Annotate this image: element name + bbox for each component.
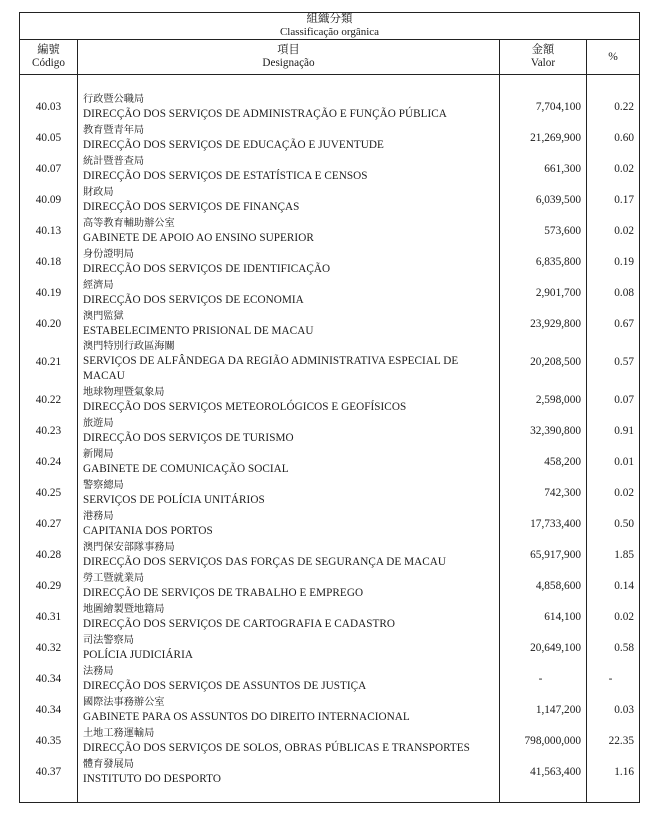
value-cell: 17,733,400 xyxy=(500,508,587,539)
percent-cell: 1.85 xyxy=(587,539,640,570)
table-row xyxy=(20,694,640,725)
designation-chinese: 高等教育輔助辦公室 xyxy=(83,217,175,229)
percent-cell: 0.58 xyxy=(587,632,640,663)
percent-column-header: % xyxy=(587,40,640,75)
designation-portuguese: DIRECÇÃO DOS SERVIÇOS DE CARTOGRAFIA E CADASTRO xyxy=(83,617,395,630)
code-cell: 40.21 xyxy=(20,339,78,384)
table-row xyxy=(20,215,640,246)
value-cell: - xyxy=(500,663,587,694)
designation-chinese: 澳門特別行政區海關 xyxy=(83,341,175,352)
code-cell: 40.28 xyxy=(20,539,78,570)
designation-chinese: 澳門保安部隊事務局 xyxy=(83,541,175,553)
table-row xyxy=(20,477,640,508)
designation-cell xyxy=(78,663,500,694)
designation-portuguese: DIRECÇÃO DOS SERVIÇOS DE EDUCAÇÃO E JUVENTUDE xyxy=(83,138,384,151)
code-cell: 40.34 xyxy=(20,694,78,725)
designation-chinese: 財政局 xyxy=(83,186,114,198)
designation-cell xyxy=(78,508,500,539)
designation-chinese: 旅遊局 xyxy=(83,417,114,429)
designation-cell xyxy=(78,384,500,415)
value-cell: 7,704,100 xyxy=(500,91,587,122)
table-row xyxy=(20,91,640,122)
table-row xyxy=(20,508,640,539)
designation-cell xyxy=(78,446,500,477)
designation-cell xyxy=(78,694,500,725)
value-cell: 614,100 xyxy=(500,601,587,632)
percent-cell: 0.17 xyxy=(587,184,640,215)
designation-chinese: 澳門監獄 xyxy=(83,310,124,322)
designation-portuguese: DIRECÇÃO DE SERVIÇOS DE TRABALHO E EMPREGO xyxy=(83,586,364,599)
table-row xyxy=(20,539,640,570)
code-cell: 40.31 xyxy=(20,601,78,632)
value-header-chinese: 金額 xyxy=(531,44,555,56)
percent-cell: 0.57 xyxy=(587,339,640,384)
code-cell: 40.03 xyxy=(20,91,78,122)
designation-portuguese: GABINETE DE APOIO AO ENSINO SUPERIOR xyxy=(83,231,314,244)
percent-cell: - xyxy=(587,663,640,694)
spacer-row xyxy=(20,75,640,92)
designation-cell xyxy=(78,339,500,384)
code-cell: 40.32 xyxy=(20,632,78,663)
designation-portuguese: SERVIÇOS DE ALFÂNDEGA DA REGIÃO ADMINISTRATIVA ESPECIAL DE xyxy=(83,355,459,367)
designation-chinese: 地圖繪製暨地籍局 xyxy=(83,603,165,615)
designation-cell xyxy=(78,415,500,446)
designation-chinese: 經濟局 xyxy=(83,279,114,291)
table-row xyxy=(20,153,640,184)
designation-chinese: 統計暨普查局 xyxy=(83,155,145,167)
value-header-portuguese: Valor xyxy=(530,57,556,69)
column-header-row xyxy=(20,40,640,75)
percent-cell: 0.02 xyxy=(587,153,640,184)
designation-cell xyxy=(78,725,500,756)
percent-cell: 22.35 xyxy=(587,725,640,756)
designation-chinese: 新聞局 xyxy=(83,448,114,460)
percent-cell: 1.16 xyxy=(587,756,640,787)
table-row xyxy=(20,570,640,601)
value-column-header xyxy=(500,40,587,75)
designation-cell xyxy=(78,91,500,122)
code-cell: 40.37 xyxy=(20,756,78,787)
designation-portuguese: GABINETE DE COMUNICAÇÃO SOCIAL xyxy=(83,462,289,475)
value-cell: 32,390,800 xyxy=(500,415,587,446)
table-row xyxy=(20,663,640,694)
title-portuguese: Classificação orgânica xyxy=(279,26,380,38)
designation-column-header xyxy=(78,40,500,75)
percent-cell: 0.03 xyxy=(587,694,640,725)
value-cell: 742,300 xyxy=(500,477,587,508)
designation-cell xyxy=(78,215,500,246)
table-row xyxy=(20,308,640,339)
designation-cell xyxy=(78,153,500,184)
designation-portuguese: DIRECÇÃO DOS SERVIÇOS METEOROLÓGICOS E GEOFÍSICOS xyxy=(83,400,407,413)
value-cell: 2,901,700 xyxy=(500,277,587,308)
value-cell: 1,147,200 xyxy=(500,694,587,725)
designation-chinese: 司法警察局 xyxy=(83,634,134,646)
value-cell: 65,917,900 xyxy=(500,539,587,570)
designation-header-chinese: 項目 xyxy=(277,44,300,56)
value-cell: 20,649,100 xyxy=(500,632,587,663)
designation-portuguese-cont: MACAU xyxy=(83,370,125,382)
code-cell: 40.13 xyxy=(20,215,78,246)
percent-cell: 0.08 xyxy=(587,277,640,308)
code-cell: 40.09 xyxy=(20,184,78,215)
table-row xyxy=(20,184,640,215)
table-row xyxy=(20,246,640,277)
designation-portuguese: SERVIÇOS DE POLÍCIA UNITÁRIOS xyxy=(83,493,265,506)
percent-cell: 0.02 xyxy=(587,215,640,246)
designation-chinese: 體育發展局 xyxy=(83,758,134,770)
code-header-portuguese: Código xyxy=(32,57,65,69)
value-cell: 6,835,800 xyxy=(500,246,587,277)
designation-chinese: 行政暨公職局 xyxy=(83,93,145,105)
designation-portuguese: DIRECÇÃO DOS SERVIÇOS DAS FORÇAS DE SEGURANÇA DE MACAU xyxy=(83,555,446,568)
designation-portuguese: ESTABELECIMENTO PRISIONAL DE MACAU xyxy=(83,324,314,337)
code-cell: 40.34 xyxy=(20,663,78,694)
value-cell: 41,563,400 xyxy=(500,756,587,787)
designation-cell xyxy=(78,122,500,153)
designation-cell xyxy=(78,477,500,508)
designation-chinese: 教育暨青年局 xyxy=(83,124,145,136)
designation-chinese: 地球物理暨氣象局 xyxy=(83,386,165,398)
percent-cell: 0.91 xyxy=(587,415,640,446)
code-cell: 40.27 xyxy=(20,508,78,539)
designation-cell xyxy=(78,308,500,339)
percent-cell: 0.01 xyxy=(587,446,640,477)
designation-chinese: 警察總局 xyxy=(83,479,124,491)
code-cell: 40.25 xyxy=(20,477,78,508)
designation-portuguese: DIRECÇÃO DOS SERVIÇOS DE TURISMO xyxy=(83,431,294,444)
table-row xyxy=(20,632,640,663)
percent-cell: 0.19 xyxy=(587,246,640,277)
organic-classification-table xyxy=(19,12,640,803)
designation-header-portuguese: Designação xyxy=(262,57,315,69)
percent-cell: 0.22 xyxy=(587,91,640,122)
code-cell: 40.23 xyxy=(20,415,78,446)
table-row xyxy=(20,122,640,153)
designation-cell xyxy=(78,570,500,601)
designation-portuguese: DIRECÇÃO DOS SERVIÇOS DE ECONOMIA xyxy=(83,293,304,306)
designation-portuguese: POLÍCIA JUDICIÁRIA xyxy=(83,648,193,661)
code-cell: 40.07 xyxy=(20,153,78,184)
designation-cell xyxy=(78,539,500,570)
designation-chinese: 勞工暨就業局 xyxy=(83,572,145,584)
designation-portuguese: DIRECÇÃO DOS SERVIÇOS DE IDENTIFICAÇÃO xyxy=(83,262,331,275)
table-end-row xyxy=(20,787,640,803)
value-cell: 20,208,500 xyxy=(500,339,587,384)
code-cell: 40.05 xyxy=(20,122,78,153)
table-title xyxy=(20,13,640,40)
code-cell: 40.29 xyxy=(20,570,78,601)
value-cell: 573,600 xyxy=(500,215,587,246)
table-row xyxy=(20,384,640,415)
table-row xyxy=(20,415,640,446)
table-row xyxy=(20,446,640,477)
designation-chinese: 土地工務運輸局 xyxy=(83,727,155,739)
percent-cell: 0.02 xyxy=(587,601,640,632)
designation-portuguese: DIRECÇÃO DOS SERVIÇOS DE ESTATÍSTICA E CENSOS xyxy=(83,169,368,182)
designation-chinese: 身份證明局 xyxy=(83,248,134,260)
value-cell: 4,858,600 xyxy=(500,570,587,601)
title-chinese: 組織分類 xyxy=(306,13,353,25)
table-row xyxy=(20,725,640,756)
table-row xyxy=(20,756,640,787)
designation-cell xyxy=(78,632,500,663)
designation-cell xyxy=(78,601,500,632)
designation-chinese: 港務局 xyxy=(83,510,114,522)
table-title-row xyxy=(20,13,640,40)
designation-portuguese: DIRECÇÃO DOS SERVIÇOS DE FINANÇAS xyxy=(83,200,300,213)
code-cell: 40.18 xyxy=(20,246,78,277)
designation-portuguese: DIRECÇÃO DOS SERVIÇOS DE ADMINISTRAÇÃO E FUNÇÃO PÚBLICA xyxy=(83,107,447,120)
table-row xyxy=(20,277,640,308)
budget-page xyxy=(19,12,639,803)
percent-cell: 0.07 xyxy=(587,384,640,415)
percent-cell: 0.14 xyxy=(587,570,640,601)
designation-cell xyxy=(78,246,500,277)
value-cell: 2,598,000 xyxy=(500,384,587,415)
code-cell: 40.35 xyxy=(20,725,78,756)
value-cell: 21,269,900 xyxy=(500,122,587,153)
percent-cell: 0.02 xyxy=(587,477,640,508)
code-cell: 40.19 xyxy=(20,277,78,308)
designation-portuguese: GABINETE PARA OS ASSUNTOS DO DIREITO INTERNACIONAL xyxy=(83,710,410,723)
value-cell: 798,000,000 xyxy=(500,725,587,756)
designation-cell xyxy=(78,277,500,308)
designation-portuguese: CAPITANIA DOS PORTOS xyxy=(83,524,213,537)
designation-cell xyxy=(78,756,500,787)
table-row xyxy=(20,339,640,384)
table-row xyxy=(20,601,640,632)
code-cell: 40.22 xyxy=(20,384,78,415)
designation-portuguese: INSTITUTO DO DESPORTO xyxy=(83,772,221,785)
code-header-chinese: 編號 xyxy=(37,44,60,56)
designation-cell xyxy=(78,184,500,215)
value-cell: 661,300 xyxy=(500,153,587,184)
code-cell: 40.20 xyxy=(20,308,78,339)
value-cell: 23,929,800 xyxy=(500,308,587,339)
value-cell: 458,200 xyxy=(500,446,587,477)
code-column-header xyxy=(20,40,78,75)
value-cell: 6,039,500 xyxy=(500,184,587,215)
code-cell: 40.24 xyxy=(20,446,78,477)
designation-chinese: 法務局 xyxy=(83,665,114,677)
percent-cell: 0.67 xyxy=(587,308,640,339)
percent-cell: 0.50 xyxy=(587,508,640,539)
designation-chinese: 國際法事務辦公室 xyxy=(83,696,165,708)
designation-portuguese: DIRECÇÃO DOS SERVIÇOS DE ASSUNTOS DE JUSTIÇA xyxy=(83,679,367,692)
designation-portuguese: DIRECÇÃO DOS SERVIÇOS DE SOLOS, OBRAS PÚBLICAS E TRANSPORTES xyxy=(83,741,470,754)
percent-cell: 0.60 xyxy=(587,122,640,153)
